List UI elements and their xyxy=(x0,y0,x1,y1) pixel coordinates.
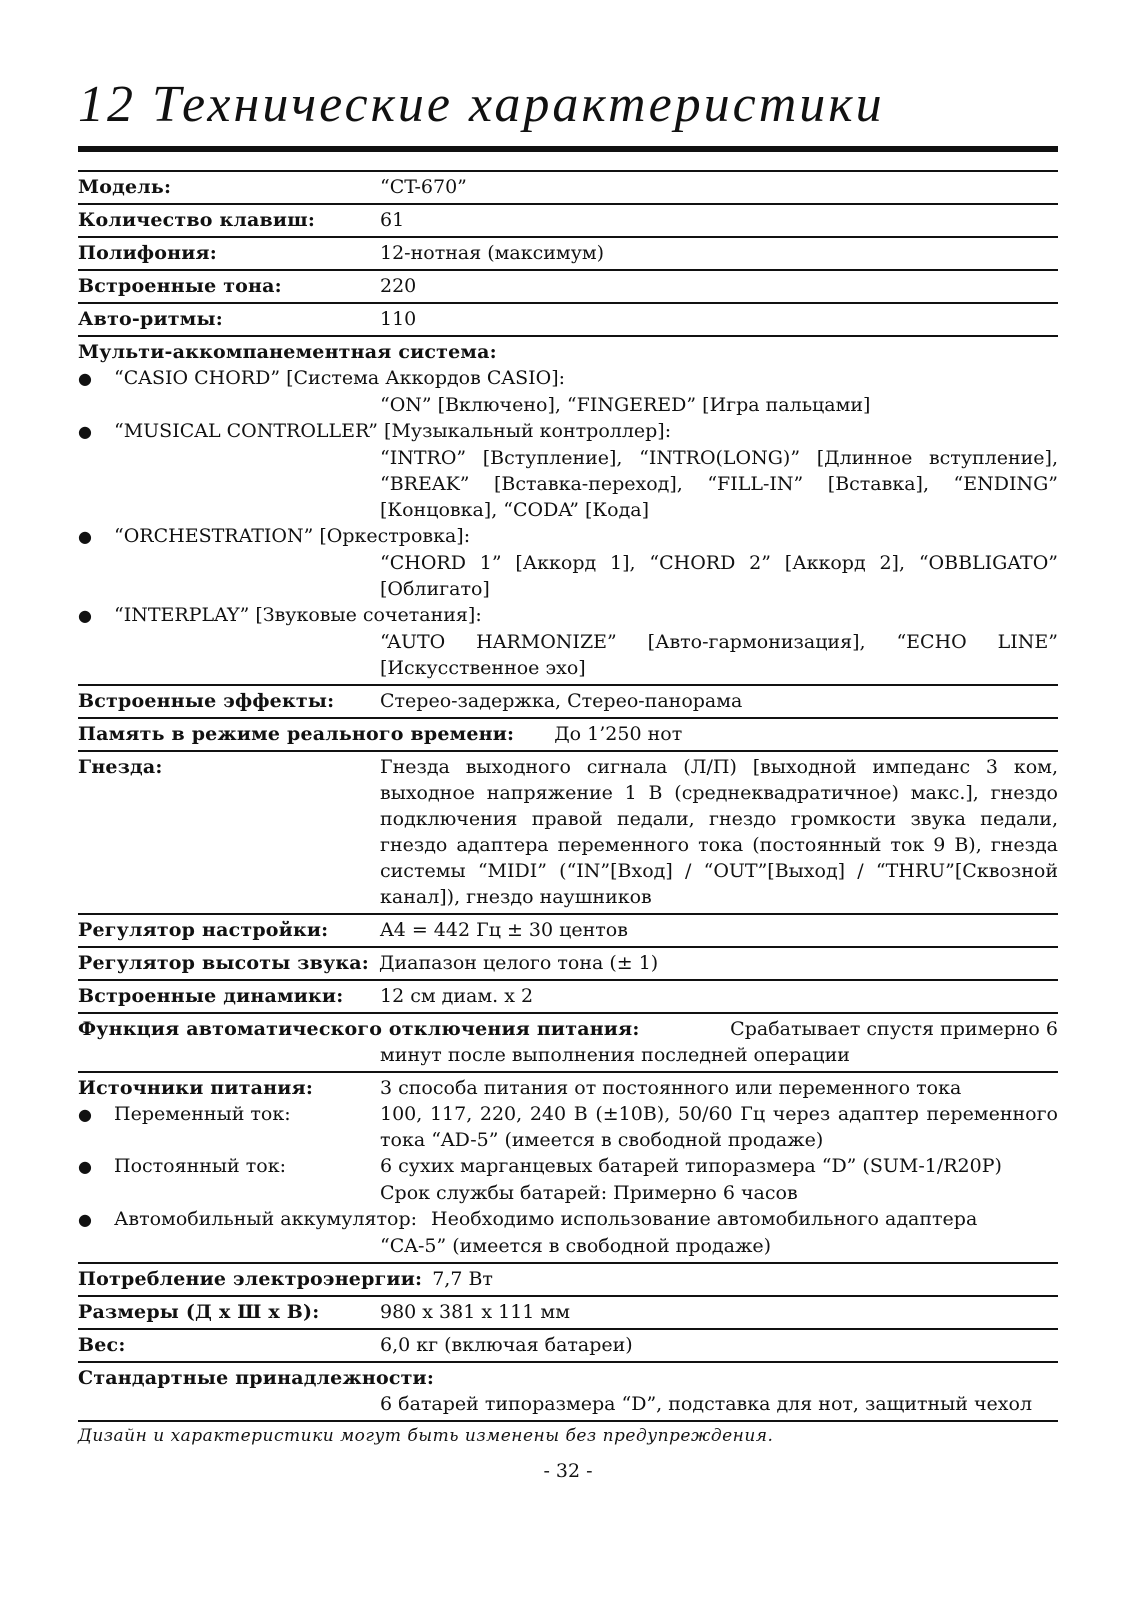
list-item xyxy=(78,365,1058,392)
spec-value: “CT-670” xyxy=(380,176,467,198)
spec-label: Размеры (Д x Ш x В): xyxy=(78,1301,320,1323)
spec-label: Встроенные тона: xyxy=(78,275,282,297)
spec-label: Встроенные динамики: xyxy=(78,985,344,1007)
list-item-text: “AUTO HARMONIZE” [Авто-гармонизация], “ECHO LINE” [Искусственное эхо] xyxy=(380,631,1058,679)
spec-label: Мульти-аккомпанементная система: xyxy=(78,341,497,363)
spec-value: 980 x 381 x 111 мм xyxy=(380,1301,570,1323)
battery-life: Срок службы батарей: Примерно 6 часов xyxy=(380,1182,798,1204)
spec-label: Вес: xyxy=(78,1334,126,1356)
spec-value: 6 батарей типоразмера “D”, подставка для нот, защитный чехол xyxy=(380,1393,1033,1415)
spec-value: 61 xyxy=(380,209,405,231)
spec-value-cont: минут после выполнения последней операции xyxy=(380,1044,850,1066)
spec-row-weight xyxy=(78,1328,1058,1361)
list-item xyxy=(78,602,1058,629)
list-item-text: Необходимо использование автомобильного адаптера xyxy=(431,1208,978,1230)
list-item xyxy=(78,523,1058,550)
spec-row-consumption xyxy=(78,1262,1058,1295)
spec-value: Гнезда выходного сигнала (Л/П) [выходной импеданс 3 ком, выходное напряжение 1 В (среднеквадратичное) макс.], гнездо подключения правой педали, гнездо громкости звука педали, гнездо адаптера переменного тока (постоянный ток 9 В), гнезда системы “MIDI” (“IN”[Вход] / “OUT”[Выход] / “THRU”[Сквозной канал]), гнездо наушников xyxy=(380,756,1058,908)
spec-row-power xyxy=(78,1071,1058,1262)
spec-value: Срабатывает спустя примерно 6 xyxy=(730,1018,1058,1040)
spec-row-dimensions xyxy=(78,1295,1058,1328)
spec-row-speakers xyxy=(78,979,1058,1012)
spec-value: 12 см диам. x 2 xyxy=(380,985,534,1007)
spec-label: Модель: xyxy=(78,176,172,198)
spec-label: Регулятор настройки: xyxy=(78,919,329,941)
spec-label: Авто-ритмы: xyxy=(78,308,223,330)
bullet-icon: ● xyxy=(78,527,92,546)
bullet-icon: ● xyxy=(78,606,92,625)
spec-value: 12-нотная (максимум) xyxy=(380,242,605,264)
bullet-icon: ● xyxy=(78,1210,92,1229)
list-item-head: “CASIO CHORD” [Система Аккордов CASIO]: xyxy=(114,367,566,389)
list-item-text: 6 сухих марганцевых батарей типоразмера “D” (SUM-1/R20P) xyxy=(380,1155,1002,1177)
spec-label: Полифония: xyxy=(78,242,217,264)
spec-value: Стерео-задержка, Стерео-панорама xyxy=(380,690,743,712)
list-item-text: “INTRO” [Вступление], “INTRO(LONG)” [Длинное вступление], “BREAK” [Вставка-переход], “FILL-IN” [Вставка], “ENDING” [Концовка], “CODA” [Кода] xyxy=(380,447,1058,521)
spec-row-accessories xyxy=(78,1361,1058,1422)
spec-row-effects xyxy=(78,684,1058,717)
list-item-label: Автомобильный аккумулятор: xyxy=(114,1208,418,1230)
spec-value: 7,7 Вт xyxy=(432,1268,493,1290)
list-item-text: “ON” [Включено], “FINGERED” [Игра пальцами] xyxy=(380,394,871,416)
spec-label: Потребление электроэнергии: xyxy=(78,1268,423,1290)
spec-row-multi-accompaniment xyxy=(78,335,1058,684)
list-item-car xyxy=(78,1206,1058,1233)
list-item xyxy=(78,418,1058,445)
page-number: - 32 - xyxy=(543,1460,593,1482)
spec-value: 220 xyxy=(380,275,417,297)
spec-label: Количество клавиш: xyxy=(78,209,316,231)
list-item-text: “CHORD 1” [Аккорд 1], “CHORD 2” [Аккорд 2], “OBBLIGATO” [Облигато] xyxy=(380,552,1058,600)
spec-label: Источники питания: xyxy=(78,1077,314,1099)
spec-row-rhythms xyxy=(78,302,1058,335)
spec-row-tones xyxy=(78,269,1058,302)
spec-value: Диапазон целого тона (± 1) xyxy=(379,952,659,974)
spec-label: Память в режиме реального времени: xyxy=(78,723,515,745)
list-item-label: Переменный ток: xyxy=(114,1103,291,1125)
spec-value: A4 = 442 Гц ± 30 центов xyxy=(380,919,628,941)
disclaimer-note: Дизайн и характеристики могут быть изменены без предупреждения. xyxy=(78,1426,774,1446)
spec-row-jacks xyxy=(78,750,1058,913)
page-title: 12 Технические характеристики xyxy=(78,76,885,133)
list-item-label: Постоянный ток: xyxy=(114,1155,286,1177)
bullet-icon: ● xyxy=(78,1105,92,1124)
spec-row-memory xyxy=(78,717,1058,750)
spec-value: До 1’250 нот xyxy=(554,723,683,745)
spec-value: 3 способа питания от постоянного или переменного тока xyxy=(380,1077,962,1099)
bullet-icon: ● xyxy=(78,422,92,441)
list-item-head: “ORCHESTRATION” [Оркестровка]: xyxy=(114,525,471,547)
spec-value: 110 xyxy=(380,308,417,330)
bullet-icon: ● xyxy=(78,1157,92,1176)
spec-label: Встроенные эффекты: xyxy=(78,690,335,712)
spec-label: Стандартные принадлежности: xyxy=(78,1367,435,1389)
spec-label: Гнезда: xyxy=(78,756,163,778)
spec-row-model xyxy=(78,170,1058,203)
bullet-icon: ● xyxy=(78,369,92,388)
spec-value: 6,0 кг (включая батареи) xyxy=(380,1334,633,1356)
spec-row-auto-power-off xyxy=(78,1012,1058,1071)
spec-label: Регулятор высоты звука: xyxy=(78,952,370,974)
spec-page xyxy=(78,0,1058,1482)
spec-row-keys xyxy=(78,203,1058,236)
spec-row-pitch xyxy=(78,946,1058,979)
spec-label: Функция автоматического отключения питания: xyxy=(78,1018,640,1040)
list-item-head: “MUSICAL CONTROLLER” [Музыкальный контроллер]: xyxy=(114,420,672,442)
list-item-head: “INTERPLAY” [Звуковые сочетания]: xyxy=(114,604,482,626)
list-item-text: 100, 117, 220, 240 В (±10В), 50/60 Гц через адаптер переменного тока “AD-5” (имеется в свободной продаже) xyxy=(380,1103,1058,1151)
list-item-ac xyxy=(78,1101,1058,1153)
spec-row-tuning xyxy=(78,913,1058,946)
list-item-dc xyxy=(78,1153,1058,1180)
list-item-text-cont: “CA-5” (имеется в свободной продаже) xyxy=(380,1235,772,1257)
spec-row-polyphony xyxy=(78,236,1058,269)
